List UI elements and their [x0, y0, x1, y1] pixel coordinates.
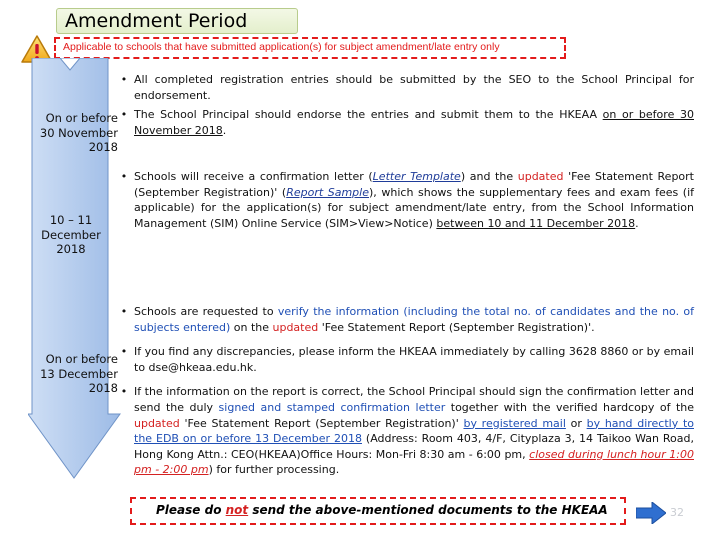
bullet-text: If the information on the report is correct, the School Principal should sign the confirmation letter and send the duly signed and stamped confirmation letter together with the verified hardcopy of the updated 'Fee Statement Report (September Registration)' by registered mail or by hand directly to the EDB on or before 13 December 2018 (Address: Room 403, 4/F, Cityplaza 3, 14 Taikoo Wan Road, Hong Kong Attn.: CEO(HKEAA)Office Hours: Mon-Fri 8:30 am - 6:00 pm, closed during lunch hour 1:00 pm - 2:00 pm) for further processing. — [134, 385, 695, 477]
banner-text: Applicable to schools that have submitted application(s) for subject amendment/late entry only — [63, 41, 500, 53]
title-box — [56, 8, 298, 34]
bullet-text: The School Principal should endorse the entries and submit them to the HKEAA on or before 30 November 2018. — [134, 108, 694, 137]
page-title: Amendment Period — [65, 10, 248, 32]
lunch-hour-text: closed during lunch hour 1:00 pm - 2:00 pm — [134, 447, 694, 477]
bullet-dot: • — [120, 385, 128, 399]
bullet-dot: • — [120, 108, 128, 122]
verify-text: verify the information (including the total no. of candidates and the no. of subjects entered) — [134, 305, 694, 334]
applicability-banner — [54, 37, 566, 59]
date-line: On or before — [45, 111, 118, 125]
footer-note — [130, 497, 626, 525]
next-arrow-icon[interactable] — [636, 502, 666, 524]
list-item — [114, 72, 694, 103]
bullet-dot: • — [120, 345, 128, 359]
not-emphasis: not — [225, 503, 249, 517]
list-item — [114, 304, 694, 335]
step-2-bullets — [114, 169, 694, 235]
footer-text: Please do not send the above-mentioned documents to the HKEAA — [156, 503, 608, 517]
bullet-dot: • — [120, 73, 128, 86]
by-hand-text: by hand directly to the EDB on or before 13 December 2018 — [134, 416, 694, 446]
deadline-text: on or before 30 November 2018 — [134, 108, 694, 137]
date-line: December — [41, 227, 101, 242]
bullet-text: If you find any discrepancies, please inform the HKEAA immediately by calling 3628 8860 or by email to dse@hkeaa.edu.hk. — [134, 345, 694, 374]
date-line: 10 – 11 — [49, 213, 93, 227]
date-line: 2018 — [56, 242, 86, 256]
date-line: On or before — [45, 352, 118, 366]
date-line: 30 November — [39, 125, 118, 140]
list-item — [114, 169, 694, 231]
deadline-text: between 10 and 11 December 2018 — [436, 216, 636, 230]
updated-label: updated — [517, 170, 564, 183]
updated-label: updated — [272, 320, 319, 334]
date-step-2 — [30, 213, 112, 257]
list-item — [114, 344, 694, 375]
letter-template-link[interactable]: Letter Template — [372, 170, 461, 183]
date-line: 2018 — [88, 381, 118, 395]
registered-mail-text: by registered mail — [463, 416, 566, 430]
signed-letter-text: signed and stamped confirmation letter — [218, 400, 446, 414]
bullet-text: All completed registration entries should be submitted by the SEO to the School Principal for endorsement. — [134, 73, 694, 102]
bullet-text: Schools are requested to verify the information (including the total no. of candidates and the no. of subjects entered) on the updated 'Fee Statement Report (September Registration)'. — [134, 305, 694, 334]
step-1-bullets — [114, 72, 694, 142]
bullet-text: Schools will receive a confirmation letter (Letter Template) and the updated 'Fee Statement Report (September Registration)' (Report Sample), which shows the supplementary fees and exam fees (if applicable) for the application(s) for subject amendment/late entry, from the School Information Management (SIM) Online Service (SIM>View>Notice) between 10 and 11 December 2018. — [134, 170, 695, 230]
bullet-dot: • — [120, 170, 128, 183]
list-item — [114, 107, 694, 138]
report-sample-link[interactable]: Report Sample — [286, 185, 369, 199]
date-step-1 — [26, 111, 118, 155]
date-step-3 — [26, 352, 118, 396]
date-line: 2018 — [88, 140, 118, 154]
list-item — [114, 384, 694, 478]
step-3-bullets — [114, 304, 694, 482]
bullet-dot: • — [120, 305, 128, 318]
date-line: 13 December — [40, 366, 118, 381]
updated-label: updated — [134, 416, 180, 430]
page-number: 32 — [670, 506, 684, 519]
